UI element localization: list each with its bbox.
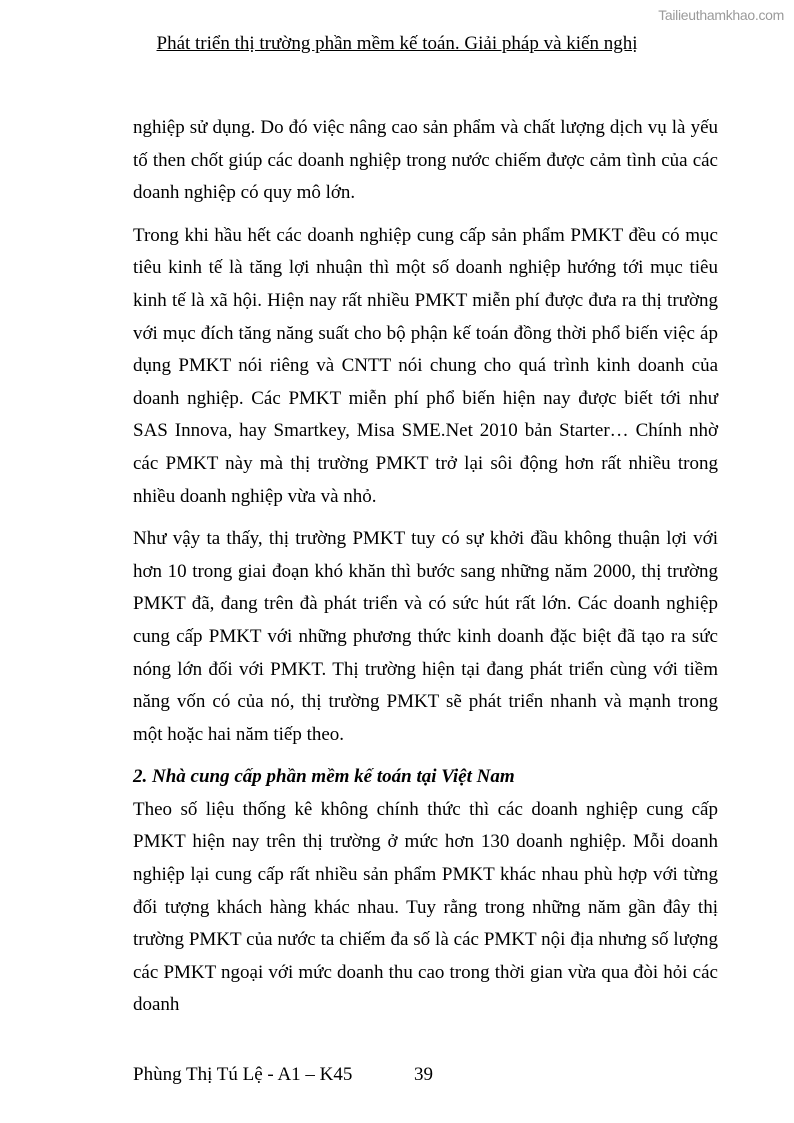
page-footer xyxy=(133,1064,433,1086)
page-header-title: Phát triển thị trường phần mềm kế toán. Giải pháp và kiến nghị xyxy=(156,33,638,54)
watermark: Tailieuthamkhao.com xyxy=(658,7,784,23)
paragraph-1: nghiệp sử dụng. Do đó việc nâng cao sản phẩm và chất lượng dịch vụ là yếu tố then chốt giúp các doanh nghiệp trong nước chiếm được cảm tình của các doanh nghiệp có quy mô lớn. xyxy=(133,117,718,204)
paragraph-2: Trong khi hầu hết các doanh nghiệp cung cấp sản phẩm PMKT đều có mục tiêu kinh tế là tăng lợi nhuận thì một số doanh nghiệp hướng tới mục tiêu kinh tế là xã hội. Hiện nay rất nhiều PMKT miễn phí được đưa ra thị trường với mục đích tăng năng suất cho bộ phận kế toán đồng thời phổ biến việc áp dụng PMKT nói riêng và CNTT nói chung cho quá trình kinh doanh của doanh nghiệp. Các PMKT miễn phí phổ biến hiện nay được biết tới như SAS Innova, hay Smartkey, Misa SME.Net 2010 bản Starter… Chính nhờ các PMKT này mà thị trường PMKT trở lại sôi động hơn rất nhiều trong nhiều doanh nghiệp vừa và nhỏ. xyxy=(133,224,718,507)
paragraph-3: Như vậy ta thấy, thị trường PMKT tuy có sự khởi đầu không thuận lợi với hơn 10 trong giai đoạn khó khăn thì bước sang những năm 2000, thị trường PMKT đã, đang trên đà phát triển và có sức hút rất lớn. Các doanh nghiệp cung cấp PMKT với những phương thức kinh doanh đặc biệt đã tạo ra sức nóng lớn đối với PMKT. Thị trường hiện tại đang phát triển cùng với tiềm năng vốn có của nó, thị trường PMKT sẽ phát triển nhanh và mạnh trong một hoặc hai năm tiếp theo. xyxy=(133,528,718,745)
section-paragraph: Theo số liệu thống kê không chính thức thì các doanh nghiệp cung cấp PMKT hiện nay trên thị trường ở mức hơn 130 doanh nghiệp. Mỗi doanh nghiệp lại cung cấp rất nhiều sản phẩm PMKT khác nhau phù hợp với từng đối tượng khách hàng khác nhau. Tuy rằng trong những năm gần đây thị trường PMKT của nước ta chiếm đa số là các PMKT nội địa nhưng số lượng các PMKT ngoại với mức doanh thu cao trong thời gian vừa qua đòi hỏi các doanh xyxy=(133,798,718,1016)
footer-author: Phùng Thị Tú Lệ - A1 – K45 xyxy=(133,1064,353,1085)
page-number: 39 xyxy=(414,1064,433,1085)
page-body xyxy=(133,112,718,1032)
section-heading: 2. Nhà cung cấp phần mềm kế toán tại Việt Nam xyxy=(133,766,515,788)
